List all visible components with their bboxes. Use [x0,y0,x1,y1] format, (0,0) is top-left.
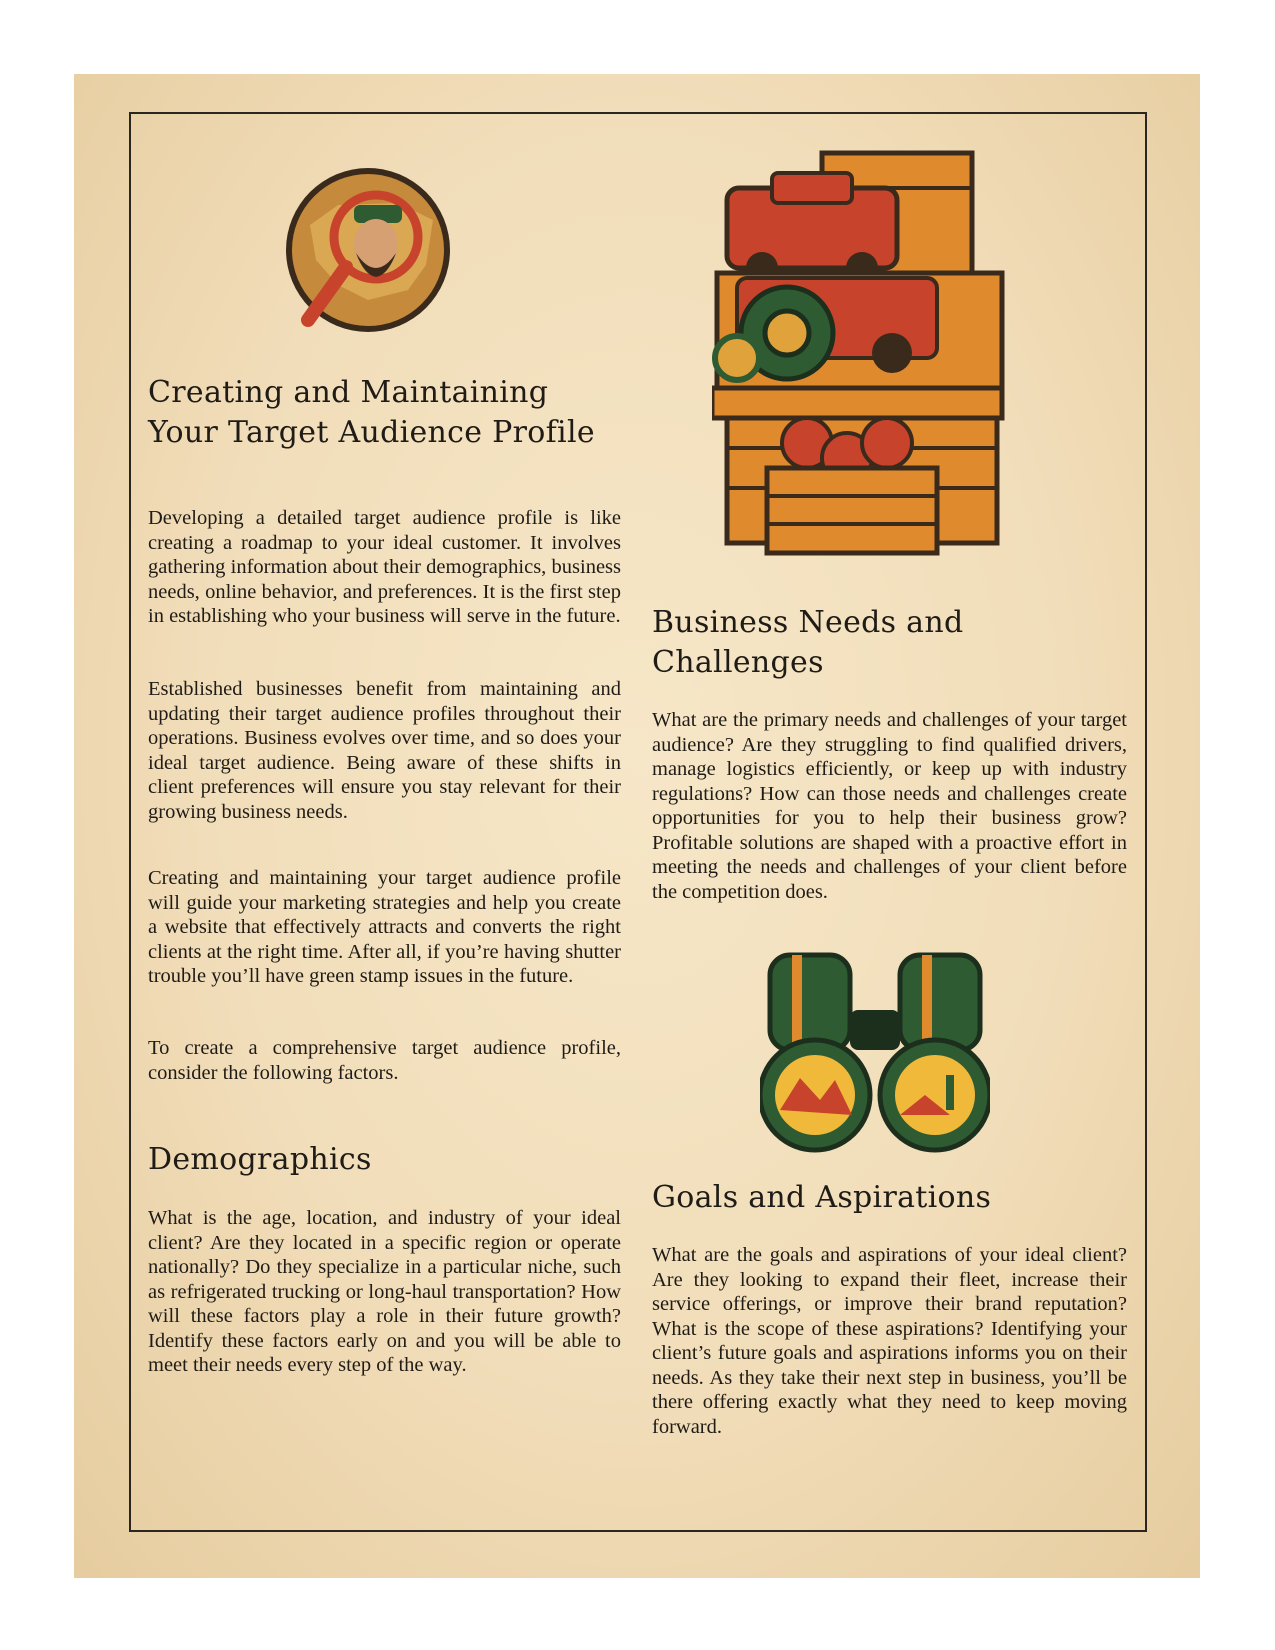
demographics-body: What is the age, location, and industry of your ideal client? Are they located in a specific region or operate nationally? Do they specialize in a particular niche, such as refrigerated trucking or long-haul transportation? How will these factors play a role in their future growth? Identify these factors early on and you will be able to meet their needs every step of the way. [148,1207,621,1376]
intro-paragraph-2: Established businesses benefit from maintaining and updating their target audience profiles throughout their operations. Business evolves over time, and so does your ideal target audience. Being aware of these shifts in client preferences will ensure you stay relevant for their growing business needs. [148,678,621,823]
intro-paragraph-1: Developing a detailed target audience profile is like creating a roadmap to your ideal customer. It involves gathering information about their demographics, business needs, online behavior, and preferences. It is the first step in establishing who your business will serve in the future. [148,507,621,627]
business-needs-title: Business Needs and Challenges [652,605,964,680]
intro-paragraph-4: To create a comprehensive target audience profile, consider the following factors. [148,1037,621,1084]
crates-vehicles-icon [712,148,1012,558]
magnifying-glass-map-icon [258,165,478,345]
intro-paragraph-3: Creating and maintaining your target audience profile will guide your marketing strategies and help you create a website that effectively attracts and converts the right clients at the right time. After all, if you’re having shutter trouble you’ll have green stamp issues in the future. [148,867,621,987]
goals-body: What are the goals and aspirations of your ideal client? Are they looking to expand their fleet, increase their service offerings, or improve their brand reputation? What is the scope of these aspirations? Identifying your client’s future goals and aspirations informs you on their needs. As they take their next step in business, you’ll be there offering exactly what they need to keep moving forward. [652,1244,1127,1438]
binoculars-desert-icon [760,950,990,1160]
goals-title: Goals and Aspirations [652,1180,992,1215]
demographics-title: Demographics [148,1142,372,1177]
intro-title: Creating and Maintaining Your Target Audience Profile [148,375,595,450]
business-needs-body: What are the primary needs and challenges of your target audience? Are they struggling to find qualified drivers, manage logistics efficiently, or keep up with industry regulations? How can those needs and challenges create opportunities for you to help their business grow? Profitable solutions are shaped with a proactive effort in meeting the needs and challenges of your client before the competition does. [652,709,1127,903]
